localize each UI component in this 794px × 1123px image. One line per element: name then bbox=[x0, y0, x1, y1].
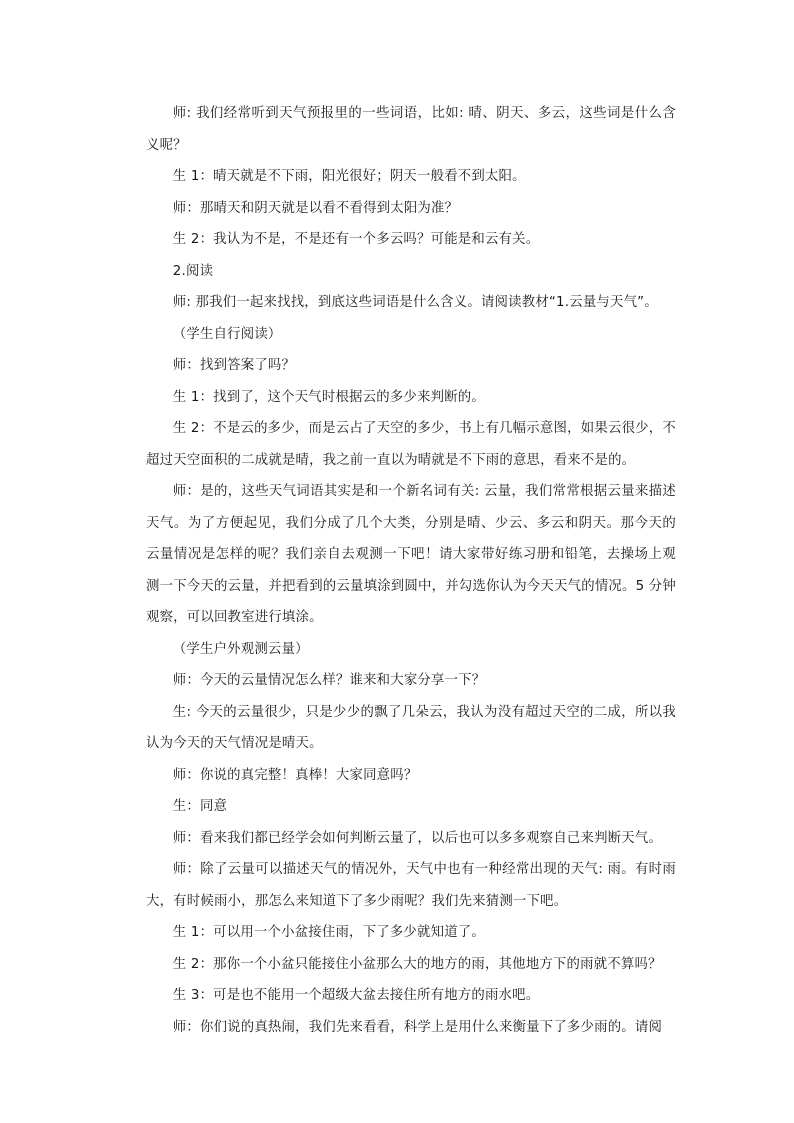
paragraph: 生 2：我认为不是，不是还有一个多云吗？可能是和云有关。 bbox=[172, 232, 540, 247]
paragraph: 师：你说的真完整！真棒！大家同意吗？ bbox=[172, 767, 418, 783]
paragraph: 师：那晴天和阴天就是以看不看得到太阳为准？ bbox=[172, 200, 459, 216]
paragraph: 师：除了云量可以描述天气的情况外，天气中也有一种经常出现的天气: 雨。有时雨大，有时候雨小，那怎么来知道下了多少雨呢？我们先来猜测一下吧。 bbox=[146, 862, 676, 909]
paragraph: 师: 那我们一起来找找，到底这些词语是什么含义。请阅读教材“1.云量与天气”。 bbox=[172, 295, 658, 310]
paragraph: 生: 今天的云量很少，只是少少的飘了几朵云，我认为没有超过天空的二成，所以我认为今天的天气情况是晴天。 bbox=[146, 704, 676, 751]
paragraph: 生 1：可以用一个小盆接住雨，下了多少就知道了。 bbox=[172, 925, 485, 940]
lesson-transcript bbox=[146, 98, 676, 1043]
paragraph: 生 1：找到了，这个天气时根据云的多少来判断的。 bbox=[172, 389, 485, 405]
paragraph: 生 1：晴天就是不下雨，阳光很好；阴天一般看不到太阳。 bbox=[172, 169, 526, 184]
paragraph: 师：找到答案了吗？ bbox=[172, 358, 296, 373]
section-heading: 2.阅读 bbox=[172, 263, 214, 279]
stage-direction: （学生户外观测云量） bbox=[172, 641, 309, 657]
paragraph: 师: 我们经常听到天气预报里的一些词语，比如: 晴、阴天、多云，这些词是什么含义呢？ bbox=[146, 106, 676, 153]
paragraph: 生 3：可是也不能用一个超级大盆去接住所有地方的雨水吧。 bbox=[172, 988, 540, 1003]
stage-direction: （学生自行阅读） bbox=[172, 326, 282, 342]
paragraph: 师：是的，这些天气词语其实是和一个新名词有关: 云量，我们常常根据云量来描述天气。为了方便起见，我们分成了几个大类，分别是晴、少云、多云和阴天。那今天的云量情况是怎样的呢？我们亲自去观测一下吧！请大家带好练习册和铅笔，去操场上观测一下今天的云量，并把看到的云量填涂到圆中，并勾选你认为今天天气的情况。5 分钟观察，可以回教室进行填涂。 bbox=[146, 484, 676, 625]
paragraph: 师：你们说的真热闹，我们先来看看，科学上是用什么来衡量下了多少雨的。请阅 bbox=[172, 1019, 663, 1035]
paragraph: 师：看来我们都已经学会如何判断云量了，以后也可以多多观察自己来判断天气。 bbox=[172, 830, 663, 846]
paragraph: 师：今天的云量情况怎么样？谁来和大家分享一下？ bbox=[172, 673, 486, 688]
paragraph: 生：同意 bbox=[172, 799, 228, 814]
paragraph: 生 2：那你一个小盆只能接住小盆那么大的地方的雨，其他地方下的雨就不算吗？ bbox=[172, 956, 662, 972]
paragraph: 生 2：不是云的多少，而是云占了天空的多少，书上有几幅示意图，如果云很少，不超过天空面积的二成就是晴，我之前一直以为晴就是不下雨的意思，看来不是的。 bbox=[146, 421, 676, 468]
